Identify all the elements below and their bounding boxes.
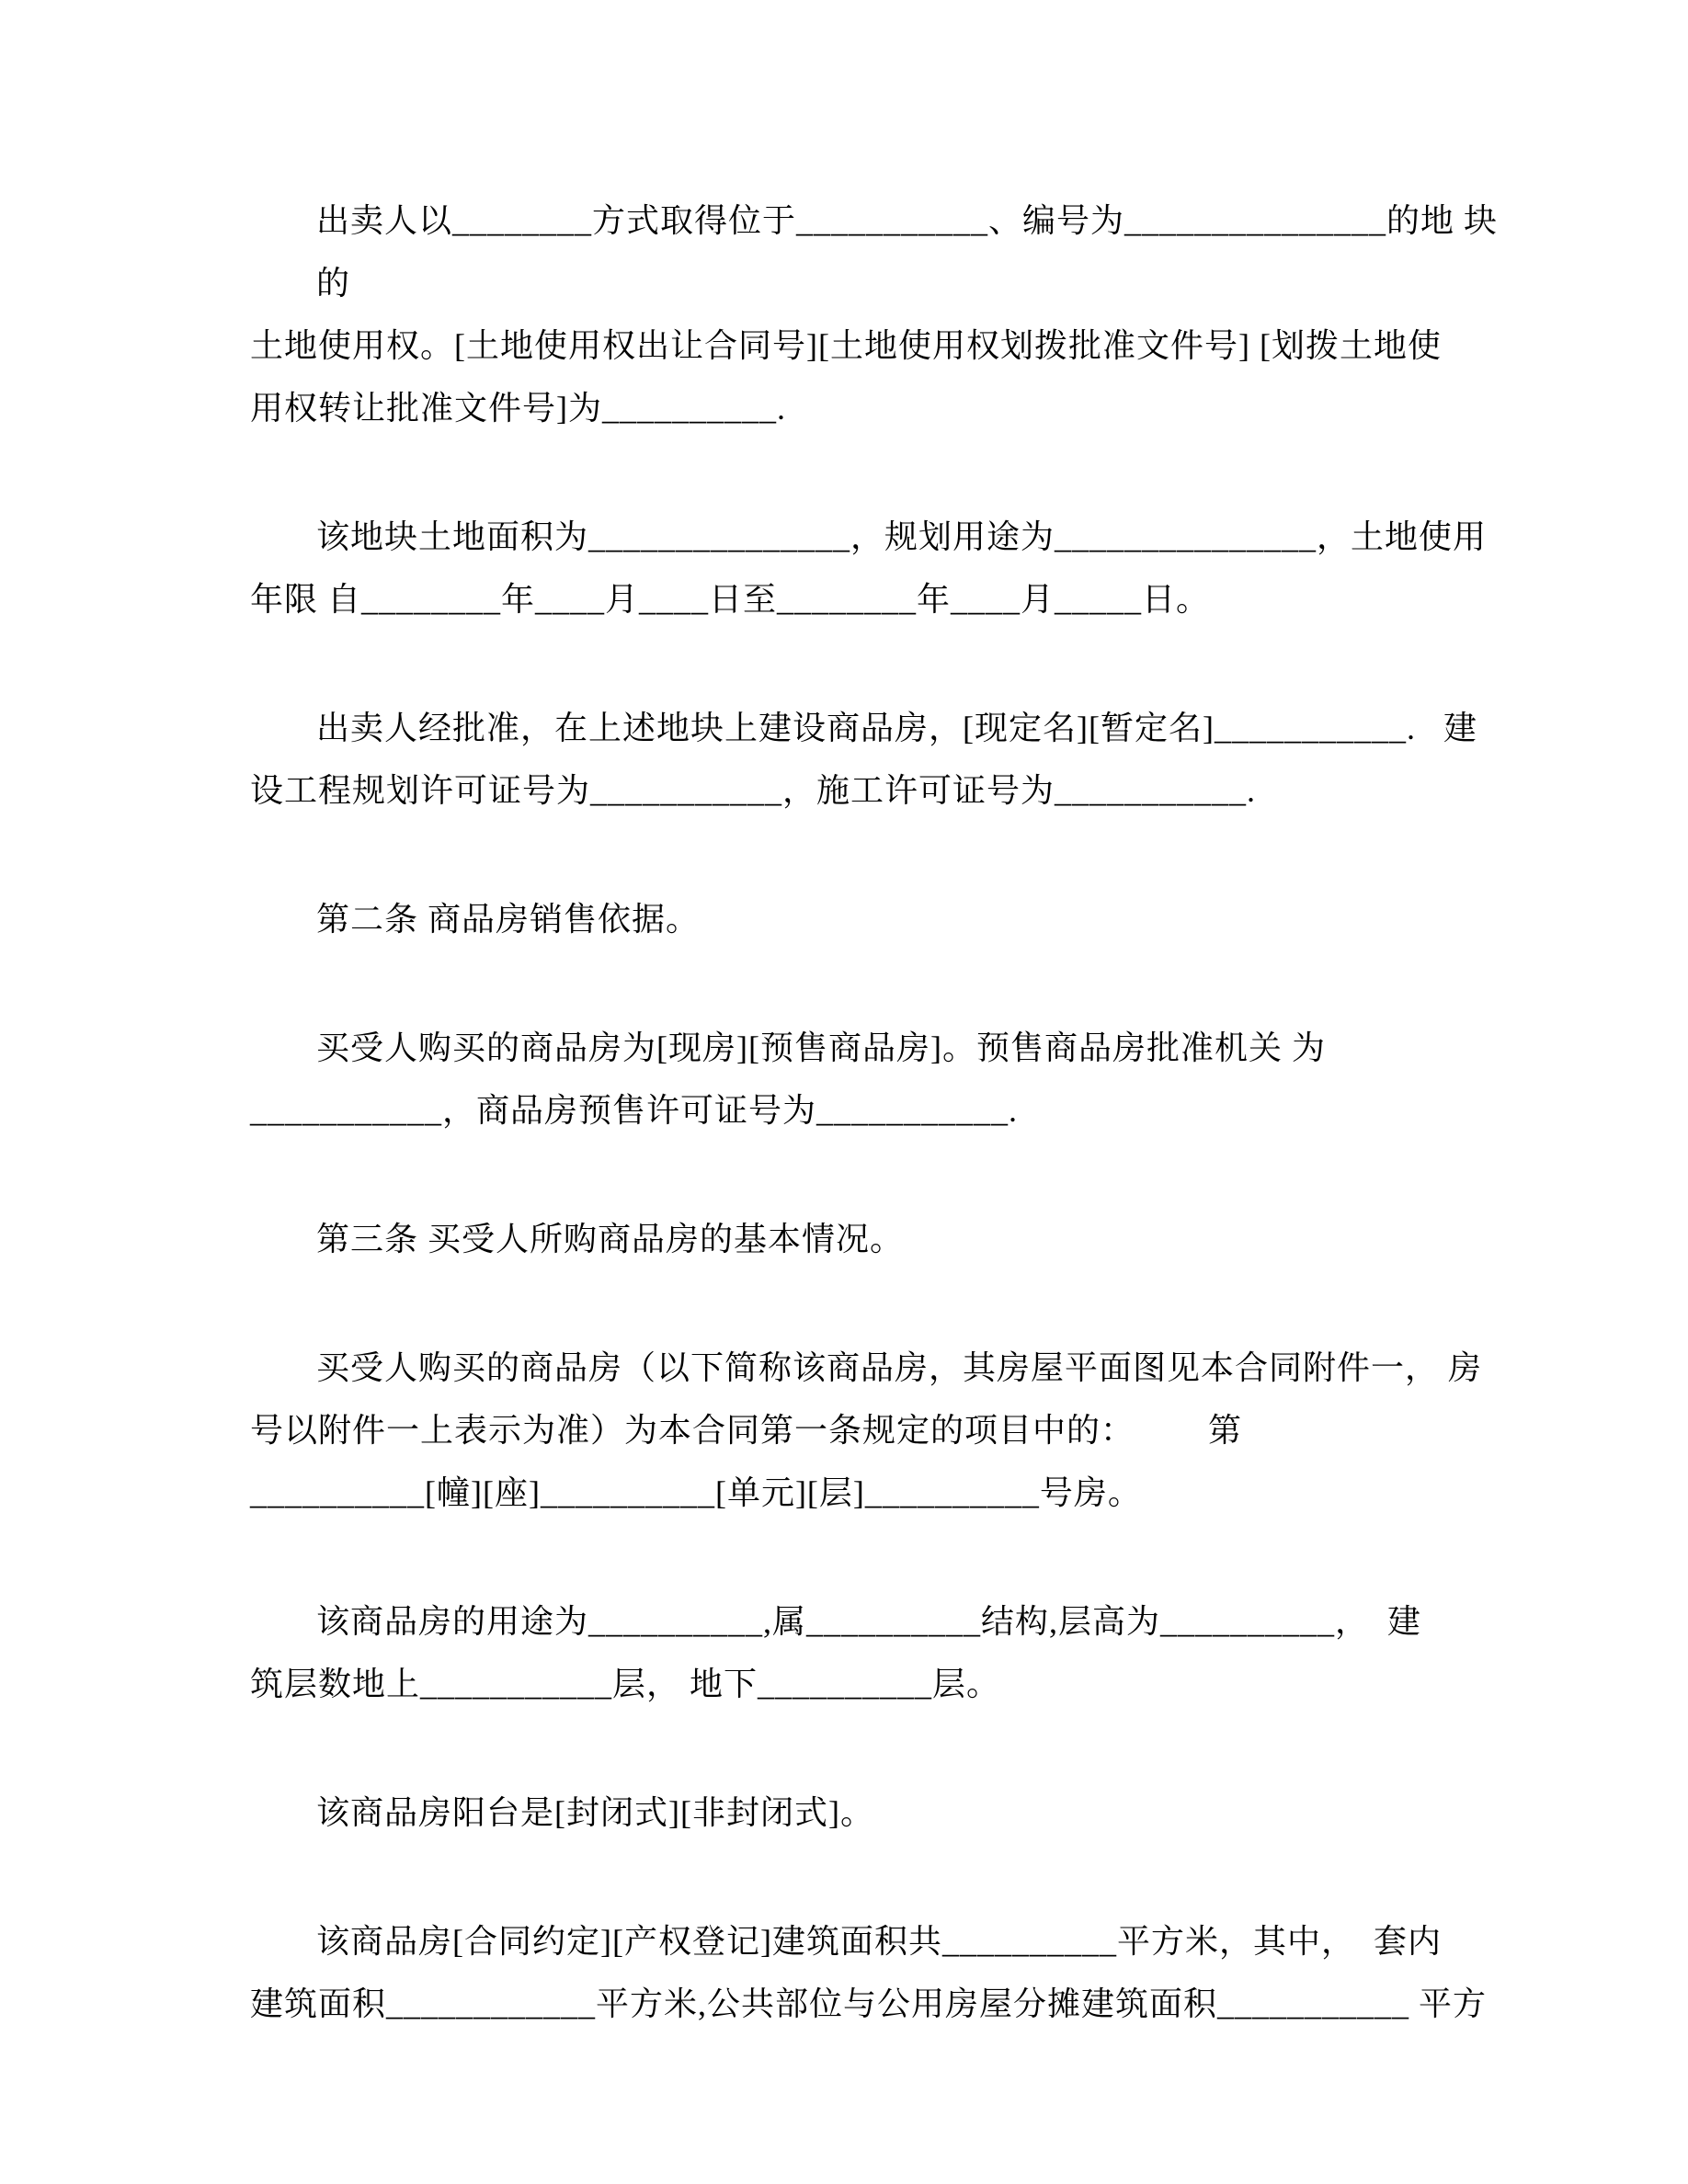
text-line: __________[幢][座]__________[单元][层]__________号房。: [250, 1474, 1142, 1511]
text-line: 筑层数地上___________层， 地下__________层。: [250, 1666, 1001, 1702]
text-line: 该商品房[合同约定][产权登记]建筑面积共__________平方米，其中， 套内: [316, 1923, 1442, 1960]
text-line: 该商品房阳台是[封闭式][非封闭式]。: [316, 1794, 874, 1831]
para-floor-area: [250, 1910, 1526, 2035]
para-house-location: [250, 1337, 1526, 1524]
text-line: 出卖人经批准，在上述地块上建设商品房，[现定名][暂定名]___________. 建: [316, 710, 1477, 746]
para-land-area: [250, 506, 1526, 631]
text-line: 该地块土地面积为_______________，规划用途为_______________，土地使用: [316, 518, 1488, 555]
heading-article-3: [250, 1208, 1526, 1270]
text-line: 该商品房的用途为__________,属__________结构,层高为__________， 建: [316, 1603, 1422, 1640]
text-line: 出卖人以________方式取得位于___________、编号为_______________的地 块的: [316, 202, 1499, 301]
text-line: 用权转让批准文件号]为__________.: [250, 390, 786, 427]
para-sale-basis: [250, 1017, 1526, 1142]
text-line: 年限 自________年____月____日至________年____月_____日。: [250, 581, 1211, 618]
para-land-acquisition: [250, 189, 1526, 439]
para-house-usage-structure: [250, 1590, 1526, 1715]
text-line: 买受人购买的商品房（以下简称该商品房，其房屋平面图见本合同附件一， 房: [316, 1349, 1483, 1386]
section-heading: 第三条 买受人所购商品房的基本情况。: [316, 1221, 905, 1257]
heading-article-2: [250, 888, 1526, 950]
text-line: 设工程规划许可证号为___________，施工许可证号为___________.: [250, 772, 1257, 809]
para-construction-approval: [250, 697, 1526, 822]
section-heading: 第二条 商品房销售依据。: [316, 901, 701, 938]
text-line: 建筑面积____________平方米,公共部位与公用房屋分摊建筑面积___________ 平方: [250, 1985, 1488, 2022]
text-line: 土地使用权。[土地使用权出让合同号][土地使用权划拨批准文件号] [划拨土地使: [250, 327, 1442, 364]
text-line: ___________，商品房预售许可证号为___________.: [250, 1092, 1019, 1129]
text-line: 号以附件一上表示为准）为本合同第一条规定的项目中的： 第: [250, 1412, 1243, 1449]
para-balcony-type: [250, 1781, 1526, 1844]
text-line: 买受人购买的商品房为[现房][预售商品房]。预售商品房批准机关 为: [316, 1029, 1326, 1066]
